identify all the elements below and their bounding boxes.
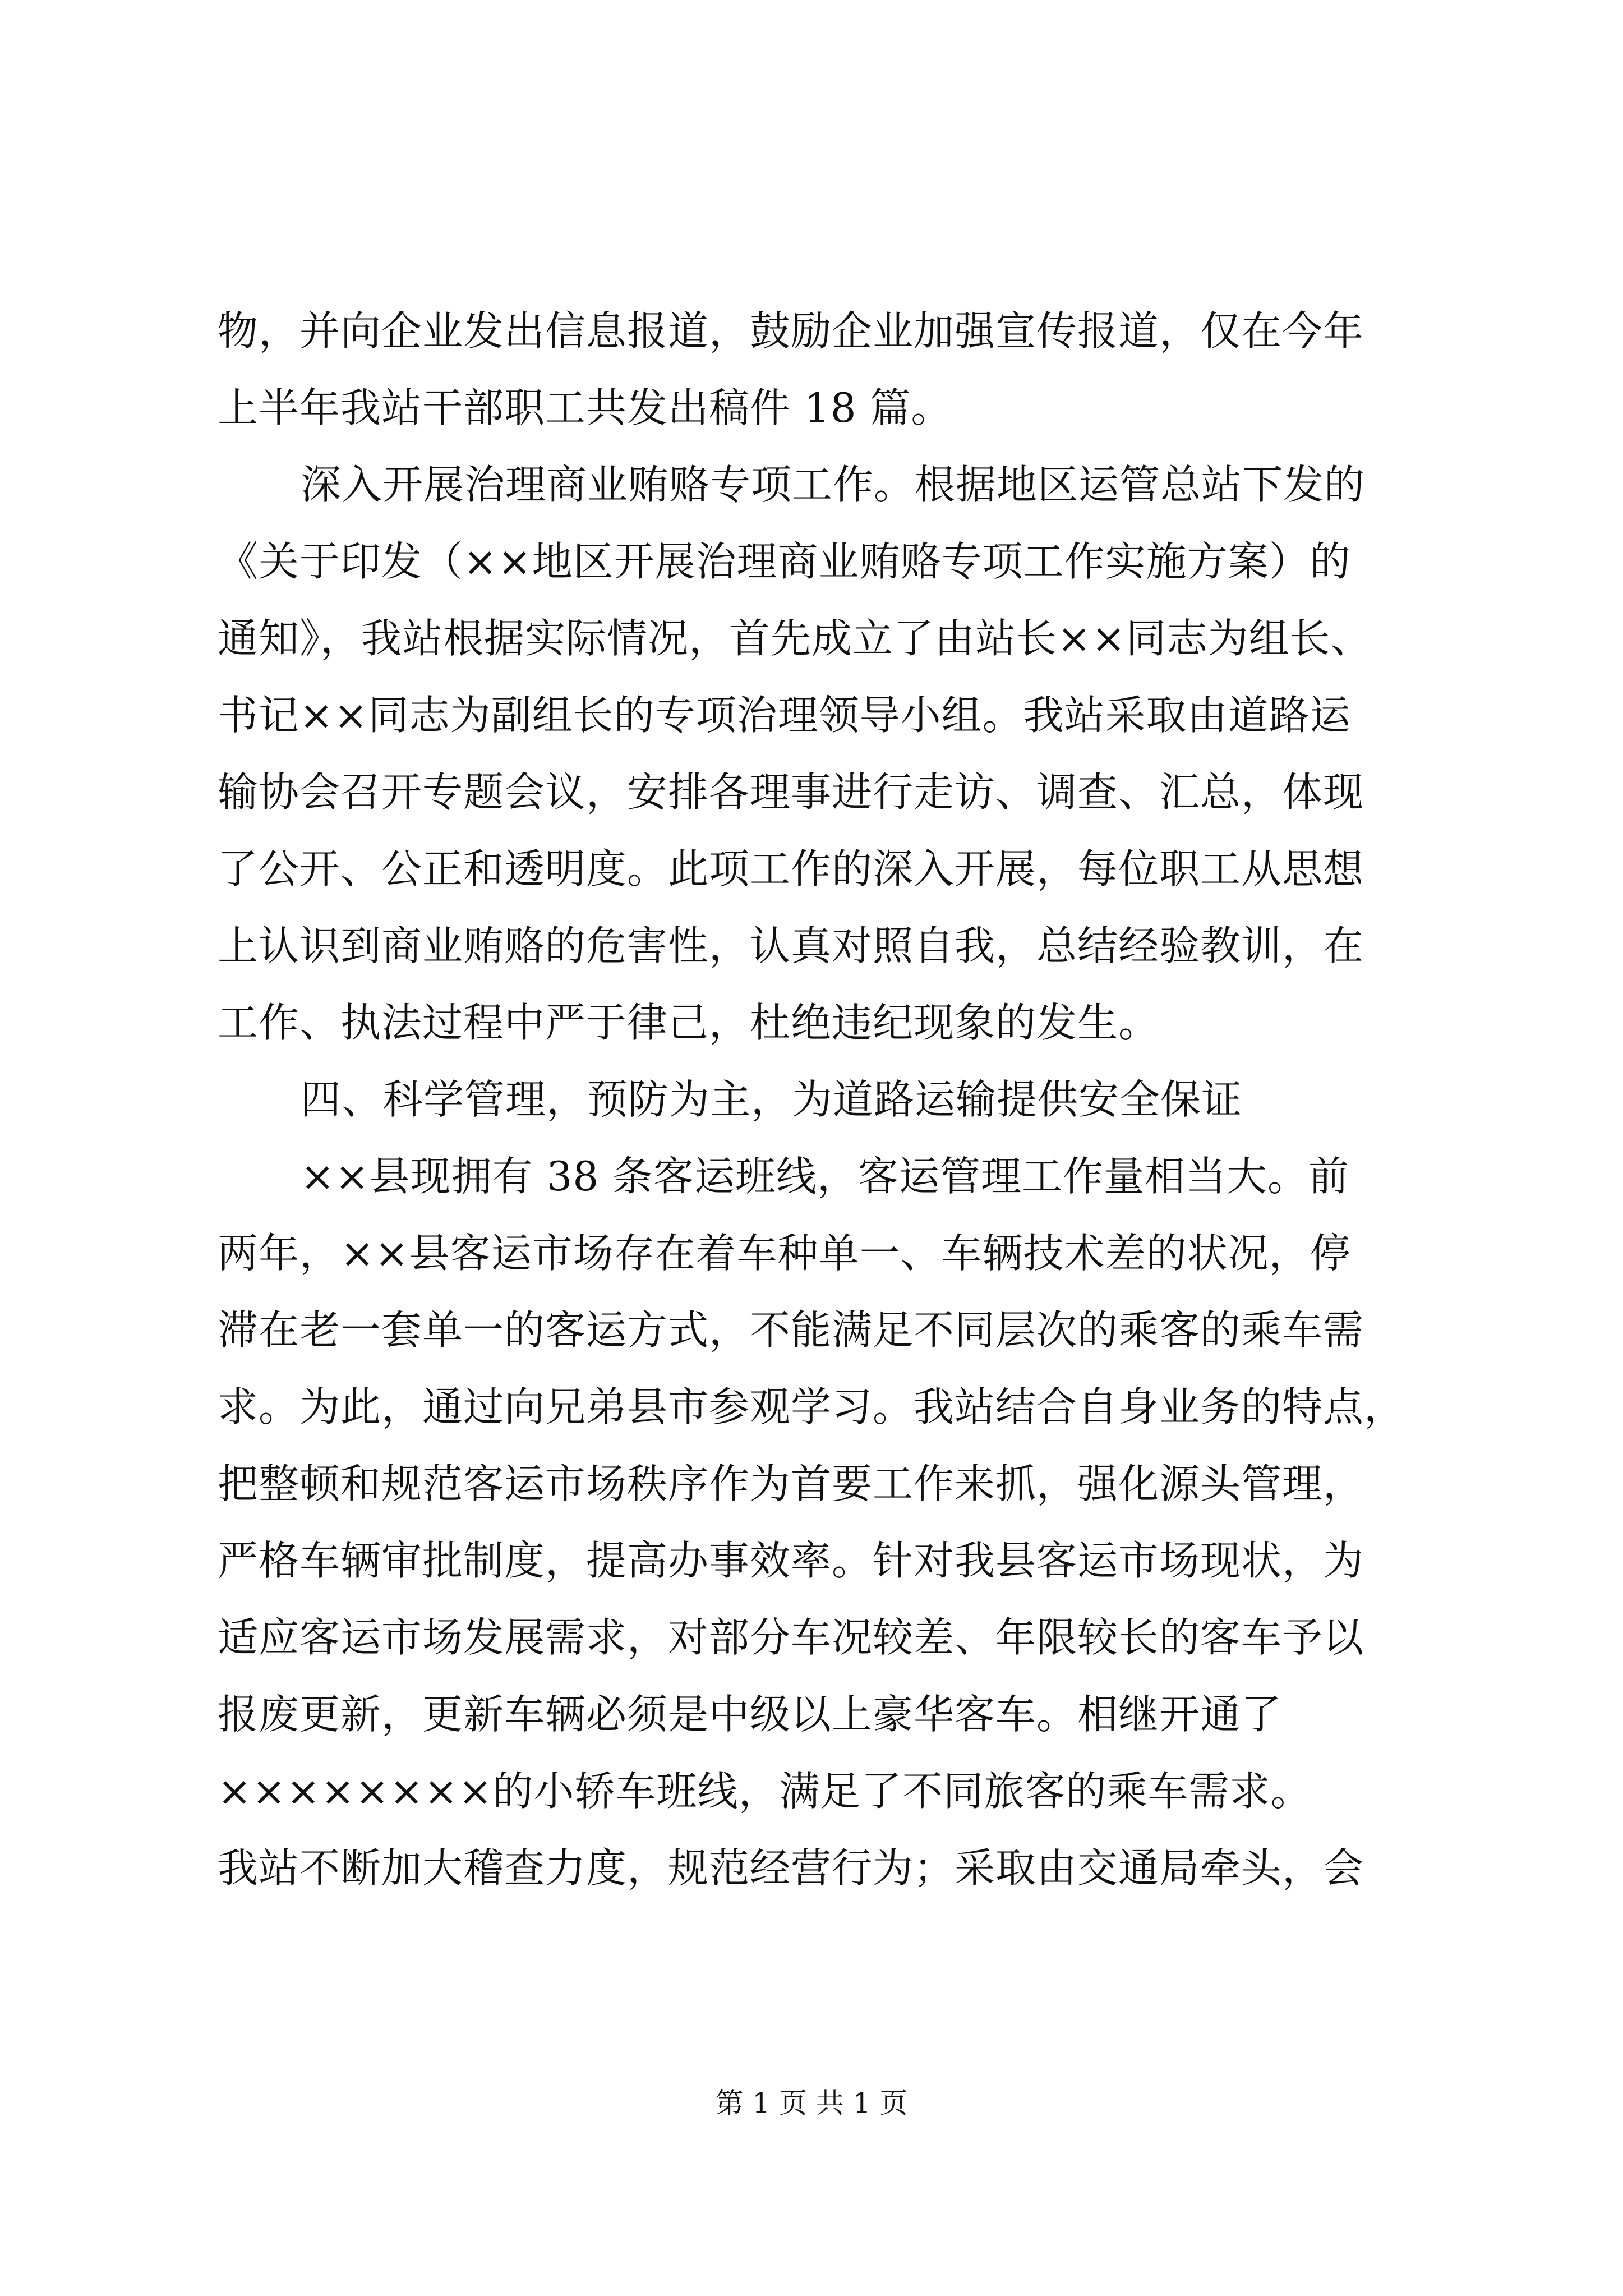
text-line: 求。为此，通过向兄弟县市参观学习。我站结合自身业务的特点，	[218, 1383, 1405, 1430]
text-line: 严格车辆审批制度，提高办事效率。针对我县客运市场现状，为	[218, 1537, 1364, 1584]
text-line: 上认识到商业贿赂的危害性，认真对照自我，总结经验教训，在	[218, 922, 1364, 969]
text-line: 工作、执法过程中严于律己，杜绝违纪现象的发生。	[218, 999, 1160, 1046]
text-line: 《关于印发（××地区开展治理商业贿赂专项工作实施方案）的	[218, 538, 1351, 585]
text-line: 报废更新，更新车辆必须是中级以上豪华客车。相继开通了	[218, 1691, 1283, 1738]
text-line: 我站不断加大稽查力度，规范经营行为；采取由交通局牵头，会	[218, 1844, 1364, 1892]
text-line: 了公开、公正和透明度。此项工作的深入开展，每位职工从思想	[218, 845, 1364, 892]
text-line: 两年，××县客运市场存在着车种单一、车辆技术差的状况，停	[218, 1230, 1351, 1277]
text-line: ××××××××的小轿车班线，满足了不同旅客的乘车需求。	[218, 1768, 1312, 1815]
text-line: 把整顿和规范客运市场秩序作为首要工作来抓，强化源头管理，	[218, 1460, 1364, 1507]
text-line: 上半年我站干部职工共发出稿件 18 篇。	[218, 384, 952, 431]
text-line: 输协会召开专题会议，安排各理事进行走访、调查、汇总，体现	[218, 769, 1364, 816]
text-line: 四、科学管理，预防为主，为道路运输提供安全保证	[301, 1076, 1243, 1123]
text-line: 物，并向企业发出信息报道，鼓励企业加强宣传报道，仅在今年	[218, 307, 1364, 355]
text-line: 滞在老一套单一的客运方式，不能满足不同层次的乘客的乘车需	[218, 1306, 1364, 1354]
text-line: 通知》，我站根据实际情况，首先成立了由站长××同志为组长、	[218, 615, 1372, 662]
text-line: ××县现拥有 38 条客运班线，客运管理工作量相当大。前	[301, 1153, 1350, 1200]
text-line: 书记××同志为副组长的专项治理领导小组。我站采取由道路运	[218, 692, 1351, 739]
text-line: 适应客运市场发展需求，对部分车况较差、年限较长的客车予以	[218, 1614, 1364, 1661]
text-line: 深入开展治理商业贿赂专项工作。根据地区运管总站下发的	[301, 461, 1366, 508]
page-footer: 第 1 页 共 1 页	[715, 2087, 908, 2119]
